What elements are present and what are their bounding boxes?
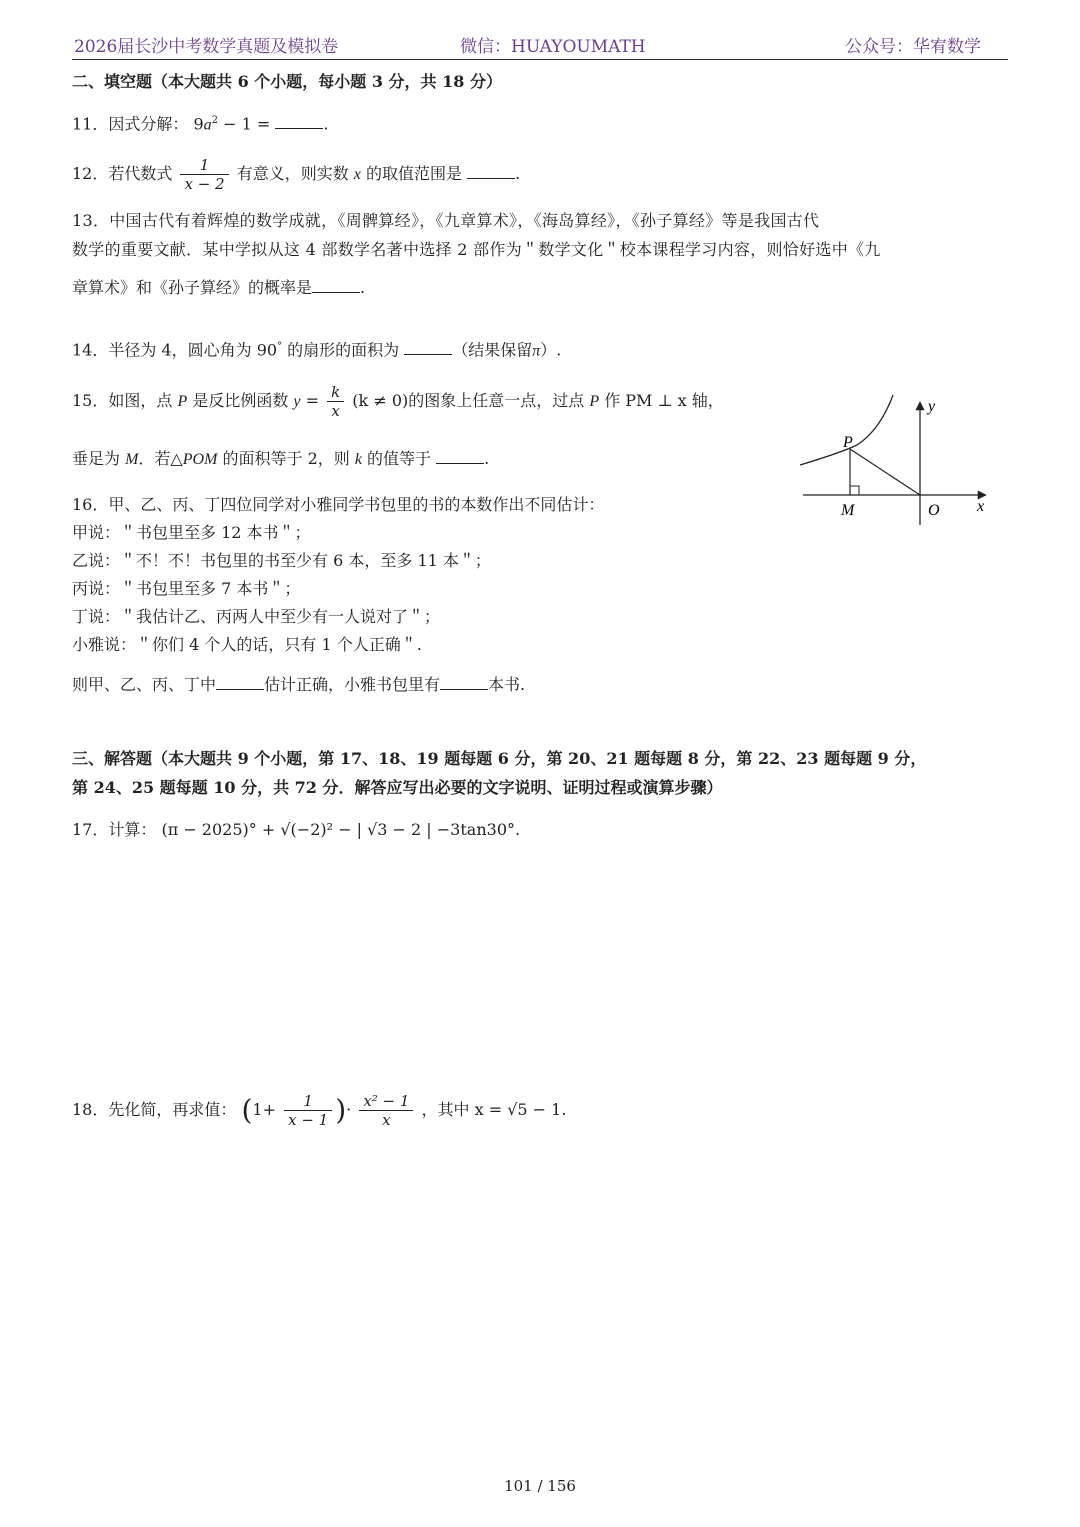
question-13-line3: 章算术》和《孙子算经》的概率是 .	[72, 278, 366, 297]
label-m: M	[841, 502, 855, 519]
hyperbola-figure	[795, 395, 995, 530]
answer-blank[interactable]	[436, 449, 484, 464]
header-center: 微信：HUAYOUMATH	[460, 37, 646, 57]
header-left: 2026届长沙中考数学真题及模拟卷	[74, 37, 339, 57]
section3-title-2: 第 24、25 题每题 10 分，共 72 分．解答应写出必要的文字说明、证明过程或演算步骤）	[72, 778, 723, 797]
question-15-line1: 15．如图，点 P 是反比例函数 y = $\frac{k}{x}$ (k ≠ 0)的图象上任意一点，过点 P 作 PM ⊥ x 轴，	[72, 383, 724, 420]
right-angle-mark	[850, 486, 859, 495]
question-16-b: 乙说：＂不！不！书包里的书至少有 6 本，至多 11 本＂；	[72, 551, 491, 570]
question-16-c: 丙说：＂书包里至多 7 本书＂；	[72, 579, 301, 598]
section3-title-1: 三、解答题（本大题共 9 个小题，第 17、18、19 题每题 6 分，第 20、21 题每题 8 分，第 22、23 题每题 9 分，	[72, 749, 927, 768]
question-16-d: 丁说：＂我估计乙、丙两人中至少有一人说对了＂；	[72, 607, 441, 626]
segment-po	[850, 449, 920, 495]
label-x: x	[977, 498, 985, 515]
fraction: $\frac{1}{x - 1}$	[284, 1092, 332, 1129]
header-rule	[72, 59, 1008, 60]
fraction: $\frac{\text{x² − 1}}{x}$	[359, 1092, 413, 1129]
question-12: 12．若代数式 $\frac{1}{x - 2}$ 有意义，则实数 x 的取值范围是 .	[72, 156, 521, 193]
header-right: 公众号：华宥数学	[845, 37, 981, 57]
answer-blank[interactable]	[467, 164, 515, 179]
question-16-a: 甲说：＂书包里至多 12 本书＂；	[72, 523, 311, 542]
question-14: 14．半径为 4，圆心角为 90° 的扇形的面积为 （结果保留π）.	[72, 340, 562, 360]
answer-blank[interactable]	[216, 675, 264, 690]
label-p: P	[843, 434, 853, 451]
question-16-ask: 则甲、乙、丙、丁中 估计正确，小雅书包里有 本书.	[72, 675, 526, 694]
fraction: $\frac{k}{x}$	[327, 383, 344, 420]
label-o: O	[928, 502, 940, 519]
question-18: 18．先化简，再求值： (1+ $\frac{1}{x - 1}$ )· $\frac{\text{x² − 1}}{x}$ ，其中 x = √5 − 1.	[72, 1092, 567, 1129]
answer-blank[interactable]	[404, 340, 452, 355]
page-number: 101 / 156	[504, 1477, 576, 1495]
hyperbola-curve	[800, 395, 893, 465]
question-13-line1: 13．中国古代有着辉煌的数学成就，《周髀算经》，《九章算术》，《海岛算经》，《孙子算经》等是我国古代	[72, 211, 820, 230]
question-16-e: 小雅说：＂你们 4 个人的话，只有 1 个人正确＂.	[72, 635, 422, 654]
answer-blank[interactable]	[312, 278, 360, 293]
question-11: 11．因式分解： $9a^2 - 1$ = .	[72, 114, 329, 134]
answer-blank[interactable]	[275, 114, 323, 129]
question-13-line2: 数学的重要文献．某中学拟从这 4 部数学名著中选择 2 部作为＂数学文化＂校本课程学习内容，则恰好选中《九	[72, 240, 881, 259]
answer-blank[interactable]	[440, 675, 488, 690]
question-16-intro: 16．甲、乙、丙、丁四位同学对小雅同学书包里的书的本数作出不同估计：	[72, 495, 605, 514]
fraction: $\frac{1}{x - 2}$	[180, 156, 228, 193]
section2-title: 二、填空题（本大题共 6 个小题，每小题 3 分，共 18 分）	[72, 72, 502, 91]
label-y: y	[928, 398, 936, 415]
question-15-line2: 垂足为 M．若△POM 的面积等于 2，则 k 的值等于 .	[72, 449, 490, 468]
question-17: 17．计算： (π − 2025)° + √(−2)² − | √3 − 2 | −3tan30°.	[72, 820, 521, 839]
